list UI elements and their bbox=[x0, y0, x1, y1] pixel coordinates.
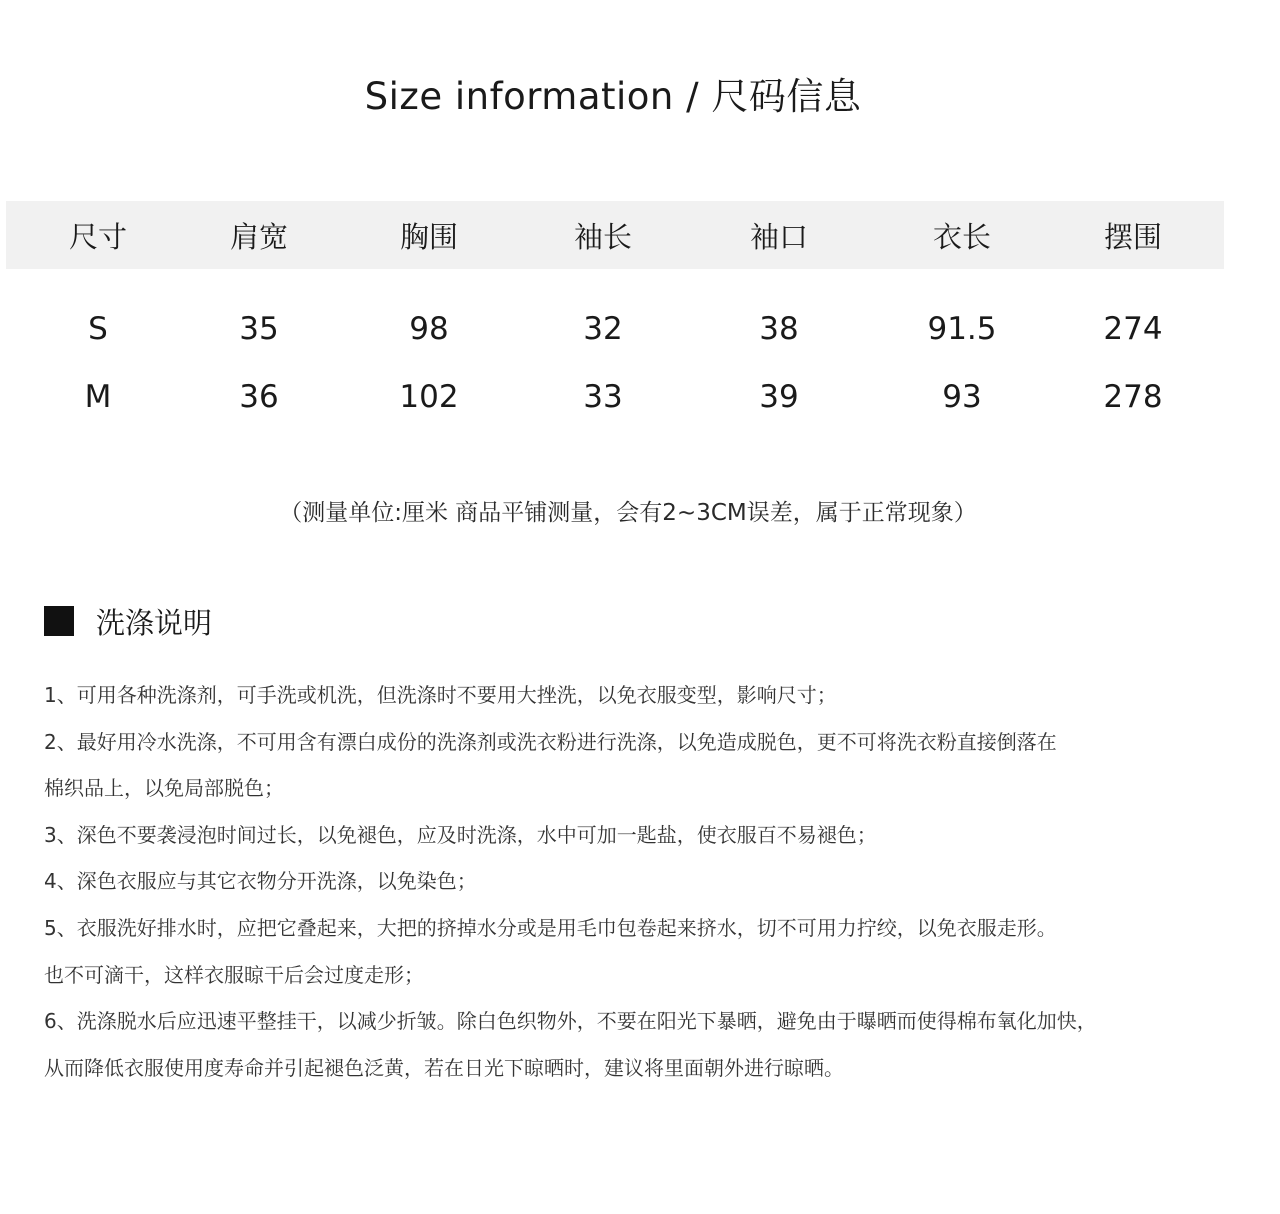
header-sleeve-length: 袖长 bbox=[530, 201, 676, 269]
table-cell: S bbox=[88, 311, 108, 347]
table-cell: 36 bbox=[239, 379, 279, 415]
instruction-line: 4、深色衣服应与其它衣物分开洗涤，以免染色； bbox=[44, 869, 477, 894]
instruction-line: 3、深色不要袭浸泡时间过长，以免褪色，应及时洗涤，水中可加一匙盐，使衣服百不易褪色； bbox=[44, 822, 877, 847]
instruction-line: 6、洗涤脱水后应迅速平整挂干，以减少折皱。除白色织物外，不要在阳光下暴晒，避免由于曝晒而使得棉布氧化加快， bbox=[44, 1009, 1097, 1034]
table-cell: 38 bbox=[759, 311, 799, 347]
square-bullet-icon bbox=[44, 606, 74, 636]
header-cuff: 袖口 bbox=[676, 201, 882, 269]
instruction-line: 2、最好用冷水洗涤，不可用含有漂白成份的洗涤剂或洗衣粉进行洗涤，以免造成脱色，更不可将洗衣粉直接倒落在 bbox=[44, 729, 1057, 754]
instruction-line: 也不可滴干，这样衣服晾干后会过度走形； bbox=[44, 962, 424, 987]
table-cell: M bbox=[84, 379, 112, 415]
table-cell: 32 bbox=[583, 311, 623, 347]
instruction-line: 1、可用各种洗涤剂，可手洗或机洗，但洗涤时不要用大挫洗，以免衣服变型，影响尺寸； bbox=[44, 683, 837, 707]
header-size: 尺寸 bbox=[6, 201, 190, 269]
table-row bbox=[6, 363, 1224, 431]
table-header-row bbox=[6, 201, 1224, 269]
instruction-line: 棉织品上，以免局部脱色； bbox=[44, 776, 284, 801]
measurement-note: （测量单位:厘米 商品平铺测量，会有2~3CM误差，属于正常现象） bbox=[279, 500, 977, 526]
page-title: Size information / 尺码信息 bbox=[364, 75, 862, 118]
header-shoulder-width: 肩宽 bbox=[190, 201, 328, 269]
table-cell: 102 bbox=[399, 379, 459, 415]
size-table bbox=[6, 201, 1224, 431]
table-cell: 98 bbox=[409, 311, 449, 347]
instruction-line: 5、衣服洗好排水时，应把它叠起来，大把的挤掉水分或是用毛巾包卷起来挤水，切不可用力拧绞，以免衣服走形。 bbox=[44, 915, 1057, 940]
washing-section-title: 洗涤说明 bbox=[96, 605, 213, 640]
header-length: 衣长 bbox=[882, 201, 1042, 269]
washing-instructions bbox=[44, 672, 1244, 1091]
table-cell: 33 bbox=[583, 379, 623, 415]
table-row bbox=[6, 295, 1224, 363]
table-cell: 274 bbox=[1103, 311, 1163, 347]
table-cell: 278 bbox=[1103, 379, 1163, 415]
instruction-line: 从而降低衣服使用度寿命并引起褪色泛黄，若在日光下晾晒时，建议将里面朝外进行晾晒。 bbox=[44, 1055, 844, 1080]
table-cell: 39 bbox=[759, 379, 799, 415]
header-bust: 胸围 bbox=[328, 201, 530, 269]
table-cell: 91.5 bbox=[927, 311, 997, 347]
table-cell: 93 bbox=[942, 379, 982, 415]
table-cell: 35 bbox=[239, 311, 279, 347]
washing-section-heading bbox=[44, 603, 212, 639]
header-hem: 摆围 bbox=[1042, 201, 1224, 269]
